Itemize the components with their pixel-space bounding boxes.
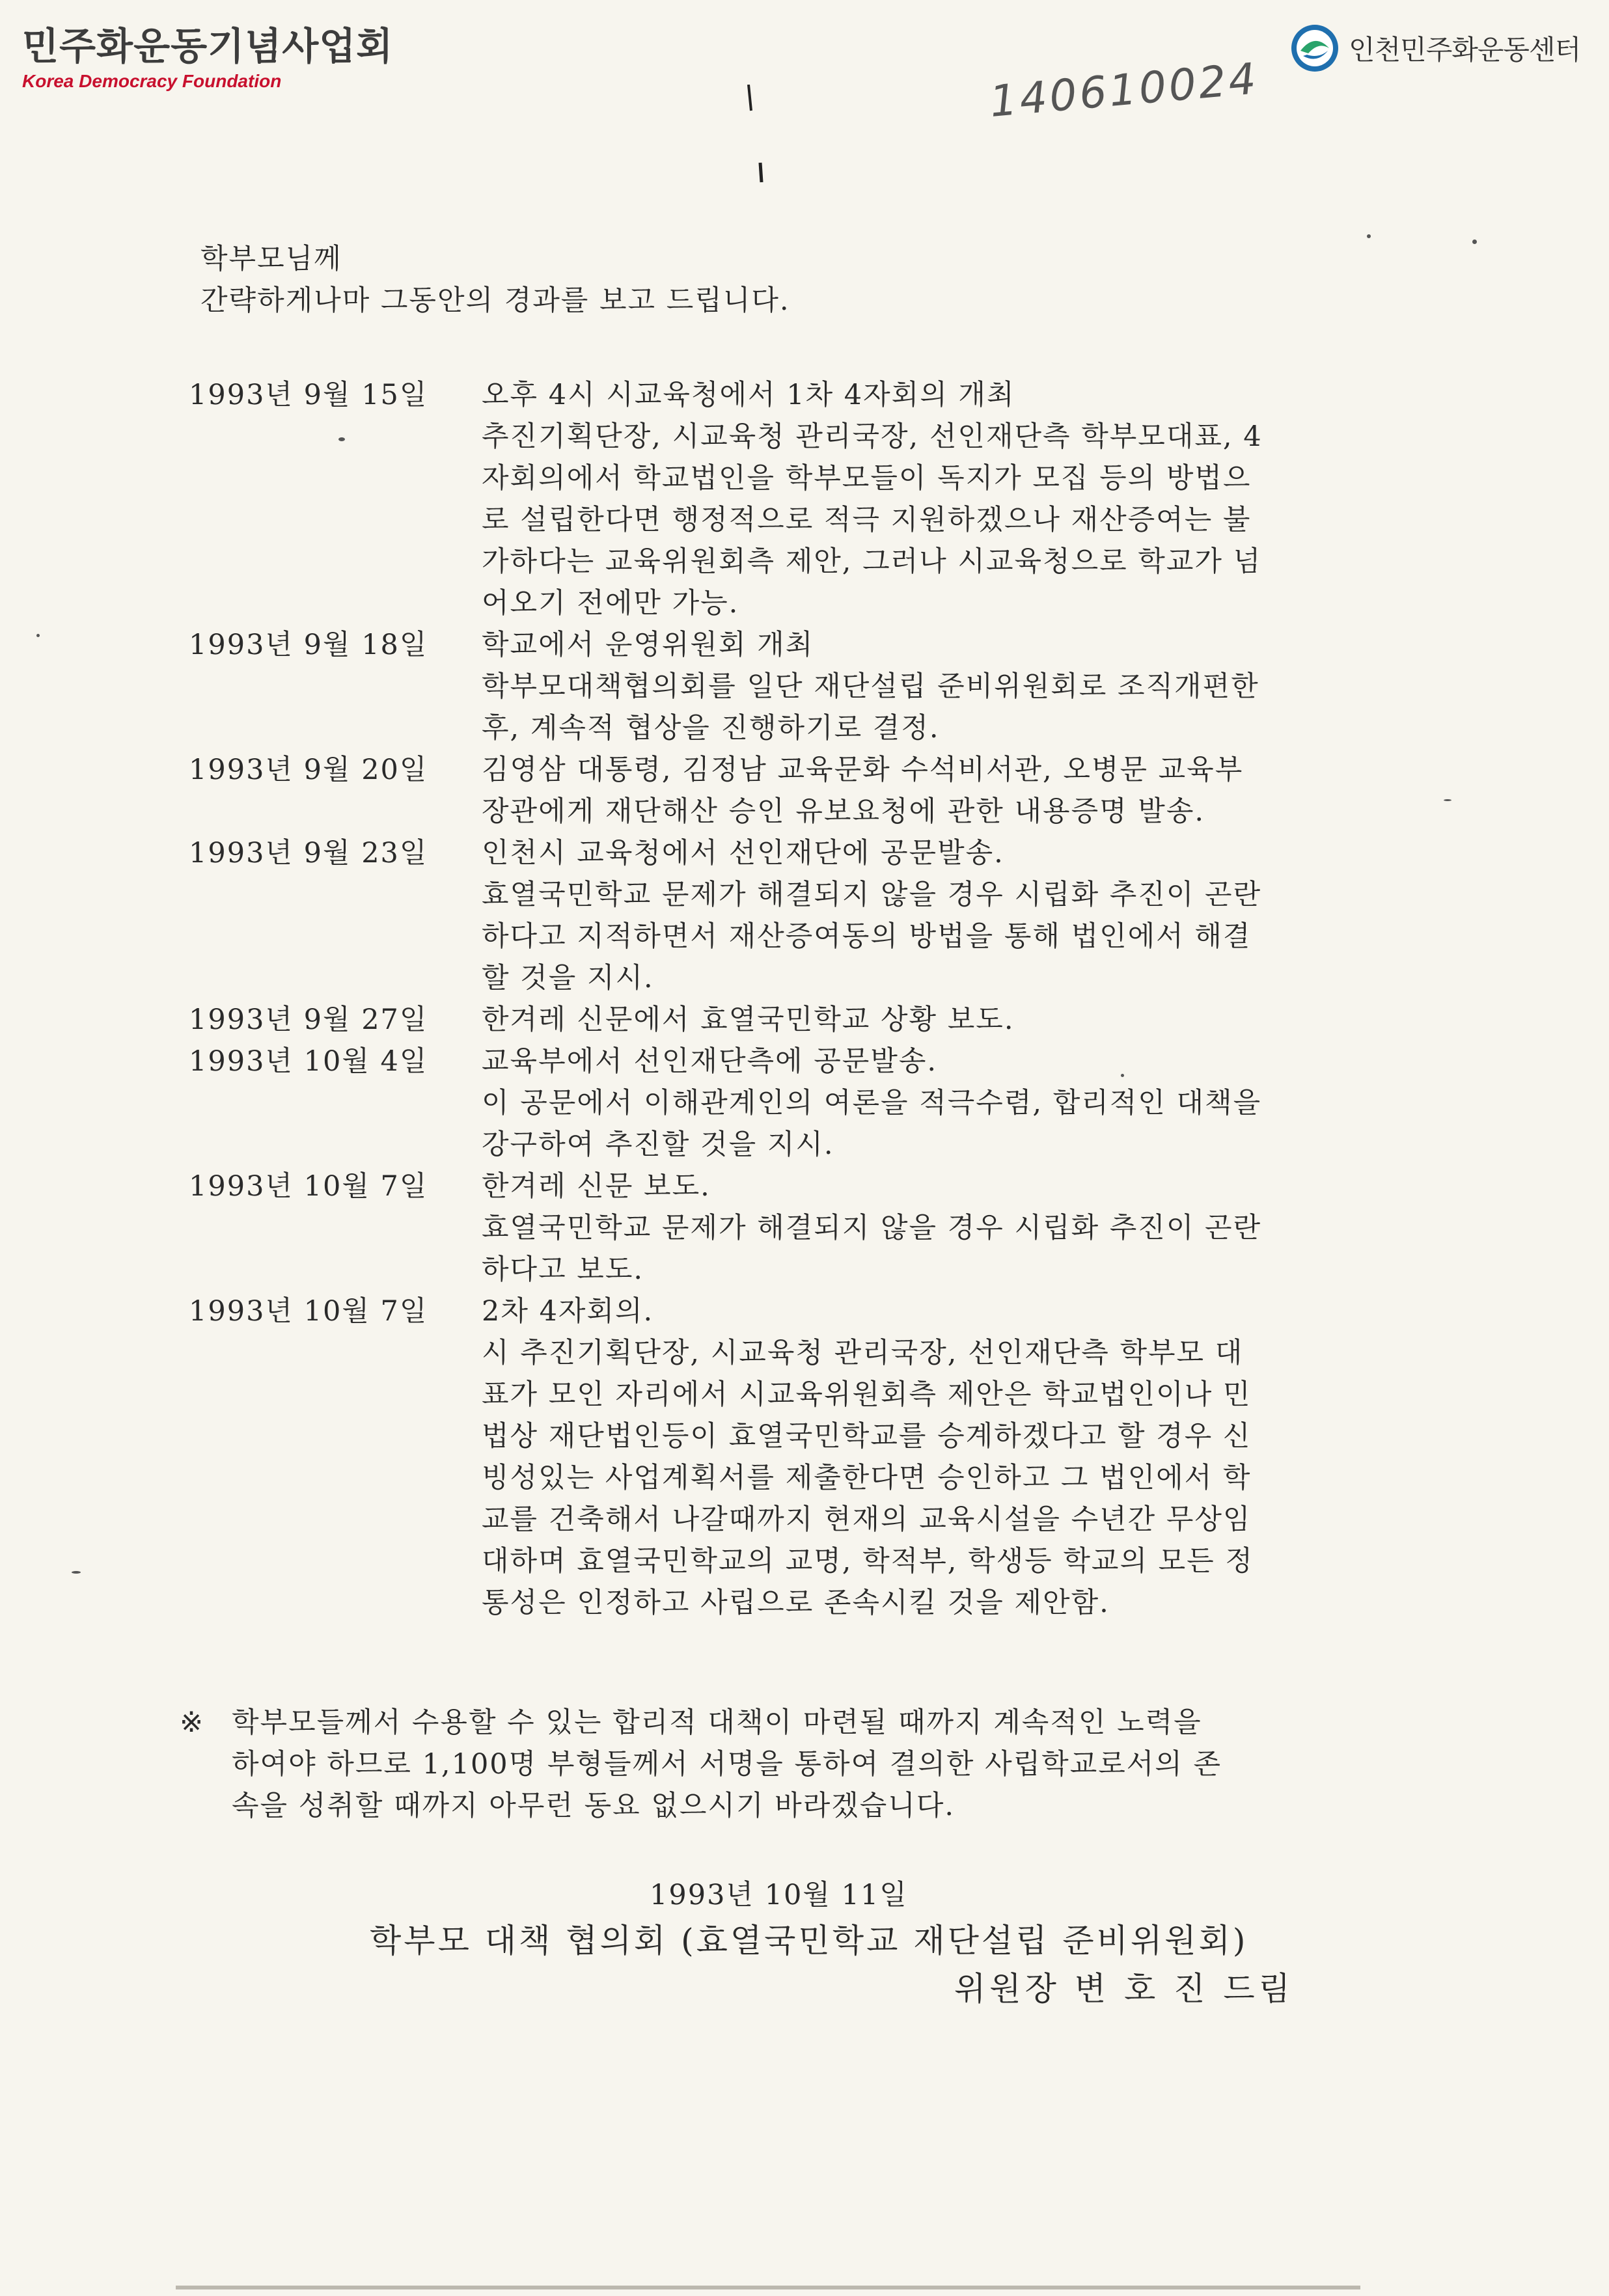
list-item	[189, 749, 1263, 832]
entry-line: 추진기획단장, 시교육청 관리국장, 선인재단측 학부모대표, 4	[482, 420, 1263, 453]
entry-line: 효열국민학교 문제가 해결되지 않을 경우 시립화 추진이 곤란	[482, 1212, 1262, 1244]
entry-date: 1993년 9월 27일	[189, 1004, 428, 1036]
entry-line: 인천시 교육청에서 선인재단에 공문발송.	[482, 837, 1004, 869]
note-row	[180, 1702, 1222, 1827]
entry-date: 1993년 9월 18일	[189, 629, 428, 661]
foundation-name-en: Korea Democracy Foundation	[22, 71, 282, 91]
closing-organization: 학부모 대책 협의회 (효열국민학교 재단설립 준비위원회)	[370, 1922, 1248, 1960]
foundation-name-ko: 민주화운동기념사업회	[22, 24, 394, 68]
entry-line: 대하며 효열국민학교의 교명, 학적부, 학생등 학교의 모든 정	[482, 1545, 1254, 1578]
entry-body	[482, 832, 1261, 999]
archive-number: 140610024	[987, 53, 1261, 127]
entry-line: 2차 4자회의.	[482, 1295, 654, 1328]
entry-line: 학부모대책협의회를 일단 재단설립 준비위원회로 조직개편한	[482, 670, 1259, 703]
entry-date: 1993년 9월 23일	[189, 837, 428, 869]
entry-body	[482, 749, 1243, 832]
foundation-logo	[22, 25, 393, 92]
list-item	[189, 1291, 1263, 1624]
entry-body	[482, 1041, 1261, 1166]
entry-line: 할 것을 지시.	[482, 962, 654, 994]
entry-date: 1993년 9월 15일	[189, 379, 428, 411]
entry-line: 장관에게 재단해산 승인 유보요청에 관한 내용증명 발송.	[482, 795, 1205, 828]
list-item	[189, 624, 1263, 749]
entry-date: 1993년 9월 20일	[189, 754, 428, 786]
scan-edge	[176, 2286, 1360, 2289]
entry-body	[482, 1291, 1254, 1624]
entry-body	[482, 374, 1263, 624]
entry-body	[482, 999, 1015, 1041]
closing-note	[180, 1702, 1222, 1827]
entry-line: 하다고 지적하면서 재산증여동의 방법을 통해 법인에서 해결	[482, 920, 1252, 953]
entry-line: 한겨레 신문 보도.	[482, 1170, 711, 1203]
note-line: 하여야 하므로 1,100명 부형들께서 서명을 통하여 결의한 사립학교로서의 존	[232, 1748, 1222, 1781]
note-body	[232, 1702, 1222, 1827]
greeting	[200, 238, 790, 321]
punch-marks	[742, 85, 820, 189]
progress-report-list	[189, 374, 1263, 1624]
list-item	[189, 999, 1263, 1041]
entry-line: 표가 모인 자리에서 시교육위원회측 제안은 학교법인이나 민	[482, 1378, 1252, 1411]
entry-date: 1993년 10월 4일	[189, 1045, 428, 1078]
list-item	[189, 374, 1263, 624]
entry-line: 한겨레 신문에서 효열국민학교 상황 보도.	[482, 1004, 1015, 1036]
entry-body	[482, 1166, 1261, 1291]
reference-mark: ※	[180, 1706, 205, 1739]
entry-line: 효열국민학교 문제가 해결되지 않을 경우 시립화 추진이 곤란	[482, 879, 1262, 911]
entry-line: 하다고 보도.	[482, 1253, 644, 1286]
entry-line: 학교에서 운영위원회 개최	[482, 629, 814, 661]
note-line: 학부모들께서 수용할 수 있는 합리적 대책이 마련될 때까지 계속적인 노력을	[232, 1706, 1202, 1739]
entry-line: 후, 계속적 협상을 진행하기로 결정.	[482, 712, 940, 745]
list-item	[189, 1166, 1263, 1291]
entry-line: 법상 재단법인등이 효열국민학교를 승계하겠다고 할 경우 신	[482, 1420, 1252, 1453]
entry-line: 이 공문에서 이해관계인의 여론을 적극수렴, 합리적인 대책을	[482, 1087, 1262, 1119]
entry-line: 빙성있는 사업계획서를 제출한다면 승인하고 그 법인에서 학	[482, 1462, 1252, 1494]
closing-signature: 위원장 변 호 진 드림	[954, 1970, 1294, 2008]
center-name: 인천민주화운동센터	[1349, 34, 1581, 66]
greeting-line: 학부모님께	[200, 243, 342, 275]
closing-date: 1993년 10월 11일	[650, 1879, 908, 1911]
entry-line: 김영삼 대통령, 김정남 교육문화 수석비서관, 오병문 교육부	[482, 754, 1244, 786]
entry-line: 교를 건축해서 나갈때까지 현재의 교육시설을 수년간 무상임	[482, 1503, 1252, 1536]
entry-line: 로 설립한다면 행정적으로 적극 지원하겠으나 재산증여는 불	[482, 504, 1252, 536]
entry-line: 오후 4시 시교육청에서 1차 4자회의 개최	[482, 379, 1015, 411]
note-line: 속을 성취할 때까지 아무런 동요 없으시기 바라겠습니다.	[232, 1790, 956, 1822]
list-item	[189, 832, 1263, 999]
entry-date: 1993년 10월 7일	[189, 1295, 428, 1328]
list-item	[189, 1041, 1263, 1166]
entry-line: 통성은 인정하고 사립으로 존속시킬 것을 제안함.	[482, 1587, 1110, 1619]
entry-line: 가하다는 교육위원회측 제안, 그러나 시교육청으로 학교가 넘	[482, 545, 1262, 578]
entry-line: 교육부에서 선인재단측에 공문발송.	[482, 1045, 938, 1078]
entry-body	[482, 624, 1259, 749]
entry-line: 자회의에서 학교법인을 학부모들이 독지가 모집 등의 방법으	[482, 462, 1252, 495]
entry-line: 어오기 전에만 가능.	[482, 587, 739, 620]
center-emblem-icon	[1289, 22, 1341, 74]
center-logo	[1289, 22, 1580, 74]
entry-date: 1993년 10월 7일	[189, 1170, 428, 1203]
entry-line: 강구하여 추진할 것을 지시.	[482, 1128, 834, 1161]
greeting-line: 간략하게나마 그동안의 경과를 보고 드립니다.	[200, 284, 790, 317]
entry-line: 시 추진기획단장, 시교육청 관리국장, 선인재단측 학부모 대	[482, 1337, 1244, 1369]
